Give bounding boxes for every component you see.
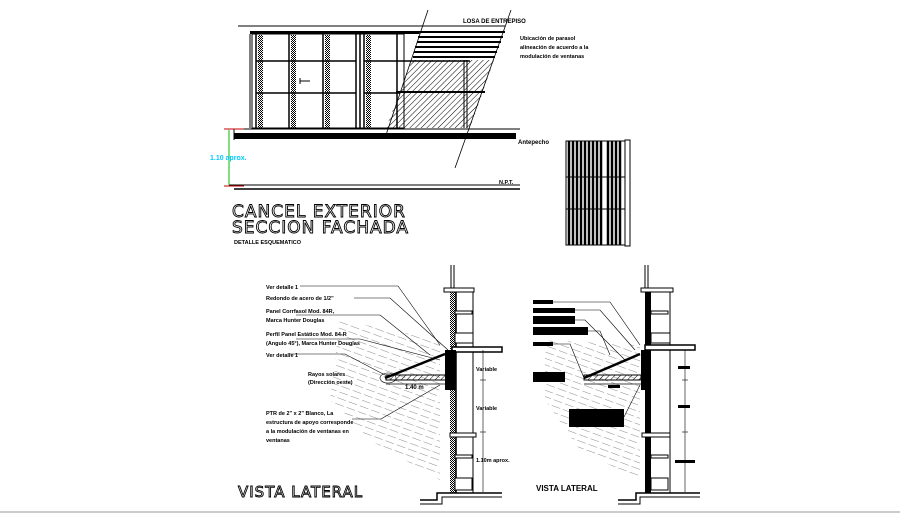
dimension-label: 1.10 aprox. xyxy=(210,155,247,162)
label-rayos-solares: Rayos solares xyxy=(308,372,346,378)
label-direccion: (Dirección oeste) xyxy=(308,380,353,386)
label-angulo: (Angulo 45°), Marca Hunter Douglas xyxy=(266,341,360,347)
label-ptr: PTR de 2" x 2" Blanco, La xyxy=(266,411,334,417)
lateral-view-left xyxy=(238,265,510,504)
title-vista-lateral-right: VISTA LATERAL xyxy=(536,484,598,493)
label-ubicacion-3: modulación de ventanas xyxy=(520,54,585,60)
title-seccion-fachada: SECCION FACHADA xyxy=(232,218,410,238)
dim-variable-1: Variable xyxy=(476,367,498,373)
label-perfil-panel: Perfil Panel Estático Mod. 84-R xyxy=(266,332,347,338)
label-redondo-acero: Redondo de acero de 1/2" xyxy=(266,296,334,302)
title-vista-lateral-left: VISTA LATERAL xyxy=(238,483,364,501)
label-modulacion: a la modulación de ventanas en xyxy=(266,429,349,435)
label-estructura: estructura de apoyo corresponde xyxy=(266,420,354,426)
subtitle-detalle: DETALLE ESQUEMATICO xyxy=(234,240,302,246)
label-antepecho: Antepecho xyxy=(518,140,550,146)
label-marca-hd-1: Marca Hunter Douglas xyxy=(266,318,325,324)
label-ver-detalle-1b: Ver detalle 1 xyxy=(266,353,299,359)
label-ubicacion-1: Ubicación de parasol xyxy=(520,36,576,42)
label-ubicacion-2: alineación de acuerdo a la xyxy=(520,45,589,51)
label-losa: LOSA DE ENTREPISO xyxy=(463,19,526,25)
dim-overhang: 1.40 m xyxy=(405,385,424,391)
facade-section xyxy=(210,10,589,246)
dim-variable-2: Variable xyxy=(476,406,498,412)
lateral-view-right xyxy=(533,265,700,504)
dim-sill: 1.10m aprox. xyxy=(476,458,510,464)
title-cancel-exterior: CANCEL EXTERIOR xyxy=(232,202,406,222)
label-npt: N.P.T. xyxy=(499,180,514,186)
label-panel-corrfasol: Panel Corrfasol Mod. 84R, xyxy=(266,309,335,315)
label-ver-detalle-1: Ver detalle 1 xyxy=(266,285,299,291)
louver-panel-elevation xyxy=(566,140,630,246)
label-ventanas: ventanas xyxy=(266,438,290,444)
